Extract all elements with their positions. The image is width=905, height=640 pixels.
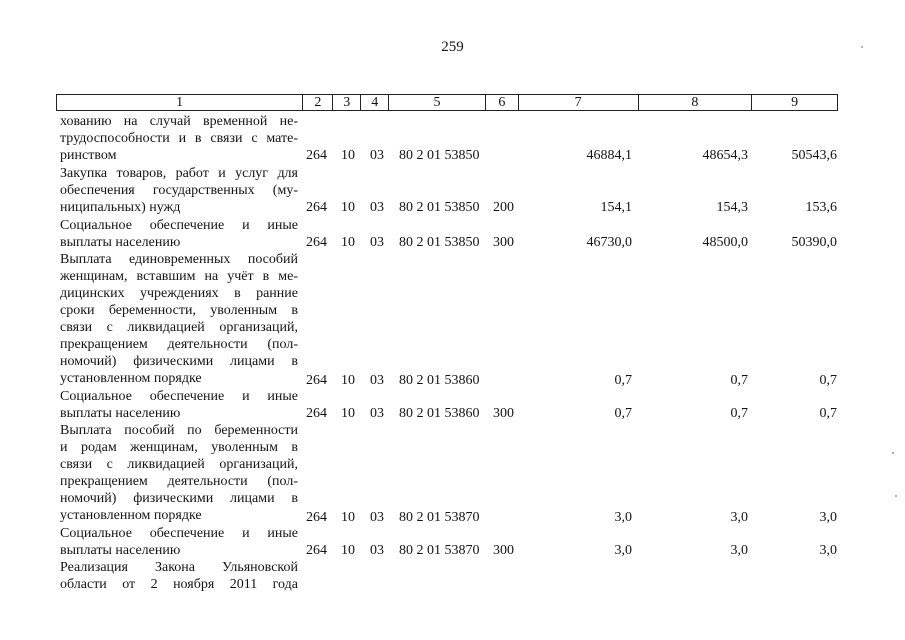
cell-amount-2: 3,0 bbox=[730, 543, 748, 558]
cell-amount-1: 46884,1 bbox=[586, 148, 632, 163]
cell-amount-3: 50543,6 bbox=[791, 148, 837, 163]
cell-amount-3: 50390,0 bbox=[791, 235, 837, 250]
description-line: сроки беременности, уволенным в bbox=[60, 303, 298, 319]
cell-code: 264 bbox=[306, 148, 327, 163]
cell-amount-3: 153,6 bbox=[805, 200, 837, 215]
header-col-2: 2 bbox=[303, 95, 333, 110]
cell-amount-2: 0,7 bbox=[730, 373, 748, 388]
cell-section: 10 bbox=[341, 510, 355, 525]
cell-expense-type: 200 bbox=[493, 200, 514, 215]
description-line: Социальное обеспечение и иные bbox=[60, 389, 298, 404]
scan-speck bbox=[892, 452, 894, 454]
cell-amount-3: 0,7 bbox=[819, 373, 837, 388]
cell-code: 264 bbox=[306, 373, 327, 388]
cell-amount-3: 3,0 bbox=[819, 543, 837, 558]
header-col-6: 6 bbox=[486, 95, 519, 110]
cell-target-article: 80 2 01 53870 bbox=[399, 543, 480, 558]
table-row bbox=[0, 406, 905, 423]
description-line: прекращением деятельности (пол- bbox=[60, 337, 298, 353]
description-line: Выплата единовременных пособий bbox=[60, 252, 298, 267]
cell-amount-2: 0,7 bbox=[730, 406, 748, 421]
row-description bbox=[60, 251, 298, 387]
description-line: и родам женщинам, уволенным в bbox=[60, 440, 298, 456]
cell-subsection: 03 bbox=[370, 148, 384, 163]
cell-amount-2: 154,3 bbox=[716, 200, 748, 215]
cell-expense-type: 300 bbox=[493, 406, 514, 421]
header-col-3: 3 bbox=[333, 95, 361, 110]
cell-amount-1: 0,7 bbox=[614, 373, 632, 388]
description-line: установленном порядке bbox=[60, 371, 202, 387]
header-col-8: 8 bbox=[639, 95, 753, 110]
table-row bbox=[0, 200, 905, 217]
cell-amount-1: 3,0 bbox=[614, 543, 632, 558]
cell-expense-type: 300 bbox=[493, 235, 514, 250]
cell-subsection: 03 bbox=[370, 235, 384, 250]
cell-subsection: 03 bbox=[370, 510, 384, 525]
description-line: дицинских учреждениях в ранние bbox=[60, 286, 298, 302]
description-line: женщинам, вставшим на учёт в ме- bbox=[60, 269, 298, 285]
cell-subsection: 03 bbox=[370, 543, 384, 558]
cell-amount-1: 154,1 bbox=[600, 200, 632, 215]
description-line: установленном порядке bbox=[60, 508, 202, 524]
cell-amount-3: 3,0 bbox=[819, 510, 837, 525]
cell-amount-1: 46730,0 bbox=[586, 235, 632, 250]
description-line: хованию на случай временной не- bbox=[60, 114, 298, 129]
description-line: номочий) физическими лицами в bbox=[60, 354, 298, 370]
header-col-4: 4 bbox=[361, 95, 389, 110]
description-line: связи с ликвидацией организаций, bbox=[60, 457, 298, 473]
cell-section: 10 bbox=[341, 148, 355, 163]
cell-code: 264 bbox=[306, 200, 327, 215]
cell-section: 10 bbox=[341, 406, 355, 421]
cell-code: 264 bbox=[306, 543, 327, 558]
cell-section: 10 bbox=[341, 373, 355, 388]
cell-section: 10 bbox=[341, 235, 355, 250]
cell-target-article: 80 2 01 53860 bbox=[399, 373, 480, 388]
row-description bbox=[60, 559, 298, 593]
cell-target-article: 80 2 01 53850 bbox=[399, 148, 480, 163]
table-header-row bbox=[56, 94, 838, 111]
description-line: номочий) физическими лицами в bbox=[60, 491, 298, 507]
description-line: выплаты населению bbox=[60, 235, 181, 251]
description-line: Реализация Закона Ульяновской bbox=[60, 560, 298, 575]
cell-target-article: 80 2 01 53870 bbox=[399, 510, 480, 525]
row-description bbox=[60, 422, 298, 524]
cell-amount-1: 0,7 bbox=[614, 406, 632, 421]
table-row bbox=[0, 148, 905, 165]
cell-code: 264 bbox=[306, 406, 327, 421]
header-col-9: 9 bbox=[791, 95, 799, 110]
table-row bbox=[0, 373, 905, 390]
cell-code: 264 bbox=[306, 510, 327, 525]
description-line: выплаты населению bbox=[60, 543, 181, 559]
cell-subsection: 03 bbox=[370, 373, 384, 388]
cell-section: 10 bbox=[341, 200, 355, 215]
cell-amount-1: 3,0 bbox=[614, 510, 632, 525]
description-line: Закупка товаров, работ и услуг для bbox=[60, 166, 298, 181]
description-line: обеспечения государственных (му- bbox=[60, 183, 298, 199]
cell-amount-3: 0,7 bbox=[819, 406, 837, 421]
description-line: связи с ликвидацией организаций, bbox=[60, 320, 298, 336]
cell-amount-2: 48654,3 bbox=[702, 148, 748, 163]
cell-target-article: 80 2 01 53860 bbox=[399, 406, 480, 421]
description-line: ниципальных) нужд bbox=[60, 200, 181, 216]
header-col-7: 7 bbox=[519, 95, 639, 110]
cell-amount-2: 48500,0 bbox=[702, 235, 748, 250]
description-line: Социальное обеспечение и иные bbox=[60, 526, 298, 541]
table-row bbox=[0, 510, 905, 527]
cell-amount-2: 3,0 bbox=[730, 510, 748, 525]
scan-speck bbox=[861, 46, 863, 48]
description-line: ринством bbox=[60, 148, 117, 164]
description-line: области от 2 ноября 2011 года bbox=[60, 577, 298, 593]
description-line: прекращением деятельности (пол- bbox=[60, 474, 298, 490]
description-line: выплаты населению bbox=[60, 406, 181, 422]
header-col-1: 1 bbox=[57, 95, 303, 110]
description-line: трудоспособности и в связи с мате- bbox=[60, 131, 298, 147]
cell-code: 264 bbox=[306, 235, 327, 250]
scan-speck bbox=[895, 495, 897, 497]
cell-target-article: 80 2 01 53850 bbox=[399, 235, 480, 250]
table-row bbox=[0, 543, 905, 560]
header-col-5: 5 bbox=[389, 95, 486, 110]
cell-target-article: 80 2 01 53850 bbox=[399, 200, 480, 215]
cell-subsection: 03 bbox=[370, 406, 384, 421]
cell-section: 10 bbox=[341, 543, 355, 558]
table-row bbox=[0, 235, 905, 252]
cell-subsection: 03 bbox=[370, 200, 384, 215]
cell-expense-type: 300 bbox=[493, 543, 514, 558]
description-line: Социальное обеспечение и иные bbox=[60, 218, 298, 233]
page-number: 259 bbox=[441, 39, 464, 55]
description-line: Выплата пособий по беременности bbox=[60, 423, 298, 438]
